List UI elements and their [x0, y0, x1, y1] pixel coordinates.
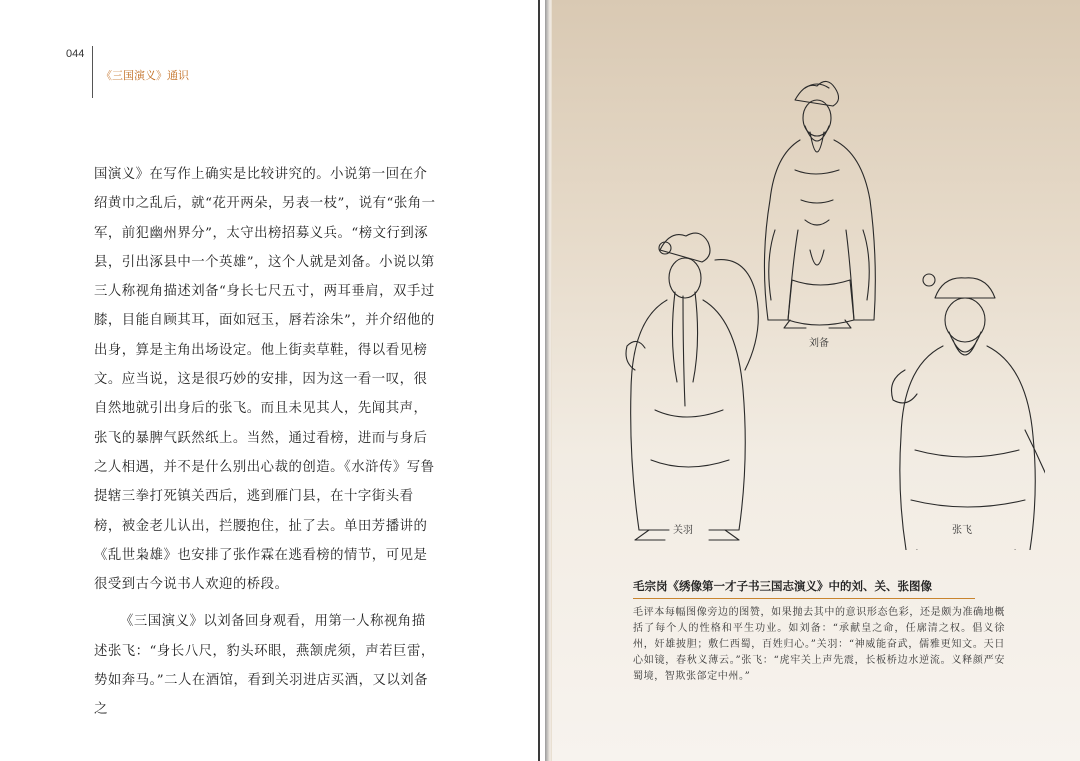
header-divider [92, 46, 93, 98]
book-gutter [538, 0, 552, 761]
paragraph-2: 《三国演义》以刘备回身观看，用第一人称视角描述张飞：“身长八尺，豹头环眼，燕颔虎须，声若巨雷，势如奔马。”二人在酒馆，看到关羽进店买酒，又以刘备之 [94, 614, 435, 718]
body-text [94, 160, 439, 725]
label-zhang-fei: 张飞 [952, 525, 972, 536]
caption-title: 毛宗岗《绣像第一才子书三国志演义》中的刘、关、张图像 [633, 579, 932, 593]
label-liu-bei: 刘备 [809, 338, 829, 349]
paragraph-1: 国演义》在写作上确实是比较讲究的。小说第一回在介绍黄巾之乱后，就“花开两朵，另表一枝”，说有“张角一军，前犯幽州界分”，太守出榜招募义兵。“榜文行到涿县，引出涿县中一个英雄”，这个人就是刘备。小说以第三人称视角描述刘备“身长七尺五寸，两耳垂肩，双手过膝，目能自顾其耳，面如冠玉，唇若涂朱”，并介绍他的出身，算是主角出场设定。他上街卖草鞋，得以看见榜文。应当说，这是很巧妙的安排，因为这一看一叹，很自然地就引出身后的张飞。而且未见其人，先闻其声，张飞的暴脾气跃然纸上。当然，通过看榜，进而与身后之人相遇，并不是什么别出心裁的创造。《水浒传》写鲁提辖三拳打死镇关西后，逃到雁门县，在十字街头看榜，被金老儿认出，拦腰抱住，扯了去。单田芳播讲的《乱世枭雄》也安排了张作霖在逃看榜的情节，可见是很受到古今说书人欢迎的桥段。 [94, 167, 436, 593]
liu-bei-figure [764, 81, 875, 328]
running-header: 《三国演义》通识 [101, 69, 189, 82]
label-guan-yu: 关羽 [673, 525, 693, 536]
guan-yu-figure [626, 233, 758, 540]
left-page [0, 0, 538, 761]
caption-divider [633, 598, 975, 599]
page-number: 044 [66, 48, 85, 60]
caption-text: 毛评本每幅图像旁边的图赞，如果抛去其中的意识形态色彩，还是颇为准确地概括了每个人的性格和平生功业。如刘备：“承献皇之命，任廓清之权。倡义徐州，奸雄披胆；敷仁西蜀，百姓归心。”关羽：“神威能奋武，儒雅更知文。天日心如镜，春秋义薄云。”张飞：“虎牢关上声先震，长板桥边水逆流。义释颜严安蜀境，智欺张郃定中州。” [633, 607, 1005, 682]
liu-guan-zhang-illustration [605, 70, 1045, 550]
zhang-fei-figure [892, 274, 1046, 550]
